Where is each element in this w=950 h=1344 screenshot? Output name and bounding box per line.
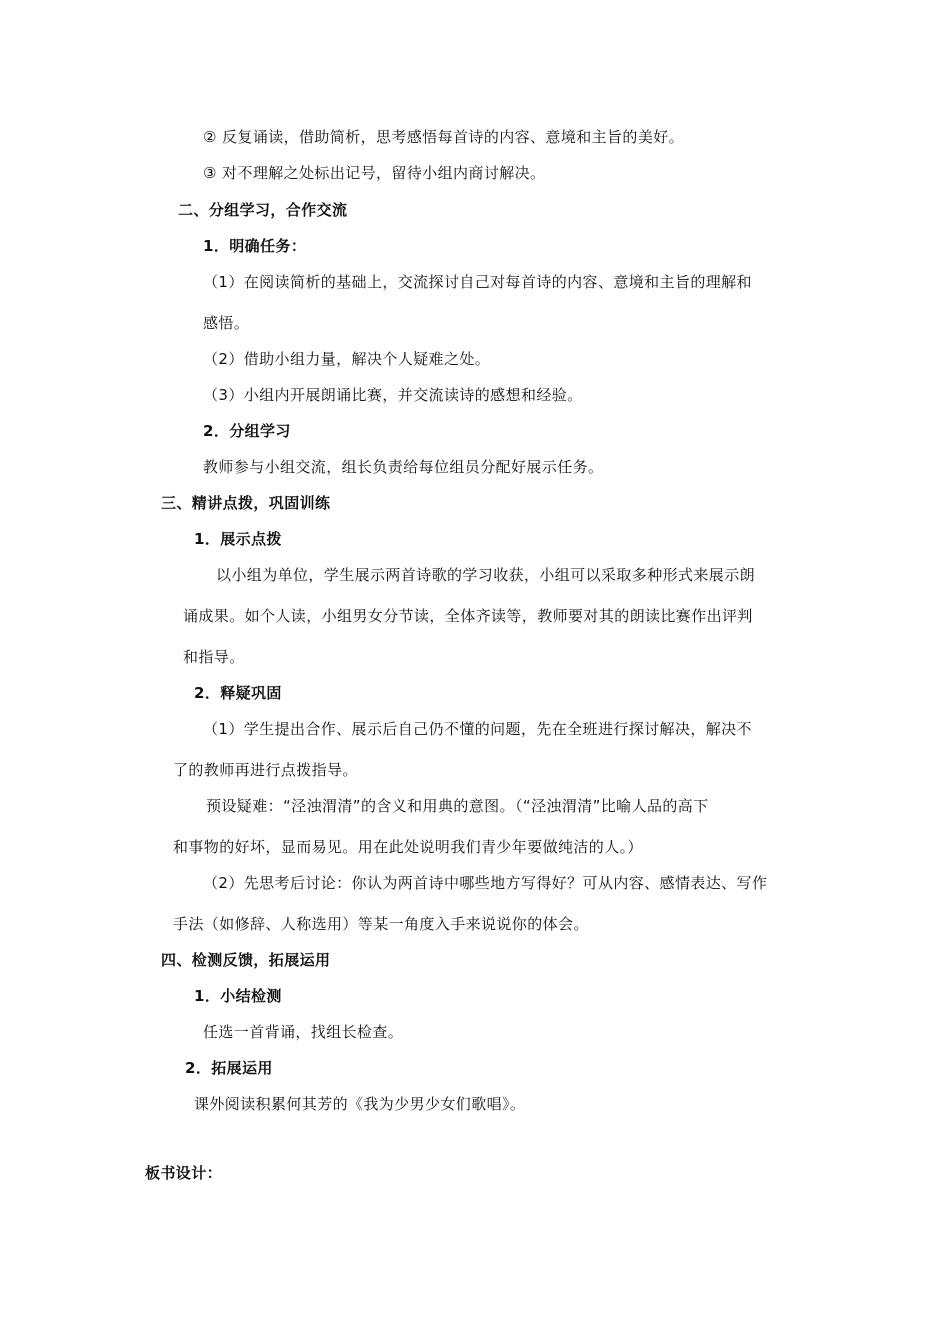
- doubts-line-1: （1）学生提出合作、展示后自己仍不懂的问题，先在全班进行探讨解决，解决不: [203, 720, 752, 738]
- subheading-define-tasks: 1．明确任务：: [203, 237, 307, 255]
- discussion-line-1: （2）先思考后讨论：你认为两首诗中哪些地方写得好？可从内容、感情表达、写作: [203, 874, 768, 892]
- task-3-line: （3）小组内开展朗诵比赛，并交流读诗的感想和经验。: [203, 386, 583, 404]
- present-line-3: 和指导。: [183, 648, 245, 666]
- subheading-summary-check: 1．小结检测: [194, 987, 282, 1005]
- section-3-heading: 三、精讲点拨，巩固训练: [161, 494, 331, 512]
- group-study-line: 教师参与小组交流，组长负责给每位组员分配好展示任务。: [203, 458, 604, 476]
- subheading-group-study: 2．分组学习: [203, 422, 291, 440]
- doubts-line-2: 了的教师再进行点拨指导。: [173, 761, 358, 779]
- subheading-present: 1．展示点拨: [194, 530, 282, 548]
- task-1-line: （1）在阅读简析的基础上，交流探讨自己对每首诗的内容、意境和主旨的理解和: [203, 273, 752, 291]
- task-2-line: （2）借助小组力量，解决个人疑难之处。: [203, 350, 491, 368]
- section-4-heading: 四、检测反馈，拓展运用: [161, 951, 331, 969]
- task-1-line-cont: 感悟。: [203, 314, 250, 332]
- extension-line: 课外阅读积累何其芳的《我为少男少女们歌唱》。: [194, 1095, 526, 1113]
- summary-check-line: 任选一首背诵，找组长检查。: [203, 1023, 404, 1041]
- step-3-line: ③ 对不理解之处标出记号，留待小组内商讨解决。: [203, 164, 546, 182]
- preset-difficulty-line-1: 预设疑难：“泾浊渭清”的含义和用典的意图。（“泾浊渭清”比喻人品的高下: [206, 797, 709, 815]
- subheading-extension: 2．拓展运用: [185, 1059, 273, 1077]
- present-line-2: 诵成果。如个人读，小组男女分节读，全体齐读等，教师要对其的朗读比赛作出评判: [183, 607, 753, 625]
- step-2-line: ② 反复诵读，借助简析，思考感悟每首诗的内容、意境和主旨的美好。: [203, 128, 685, 146]
- present-line-1: 以小组为单位，学生展示两首诗歌的学习收获，小组可以采取多种形式来展示朗: [216, 566, 756, 584]
- preset-difficulty-line-2: 和事物的好坏，显而易见。用在此处说明我们青少年要做纯洁的人。）: [173, 838, 643, 856]
- board-design-heading: 板书设计：: [145, 1164, 223, 1182]
- subheading-resolve-doubts: 2．释疑巩固: [194, 684, 282, 702]
- section-2-heading: 二、分组学习，合作交流: [178, 201, 348, 219]
- discussion-line-2: 手法（如修辞、人称选用）等某一角度入手来说说你的体会。: [173, 915, 589, 933]
